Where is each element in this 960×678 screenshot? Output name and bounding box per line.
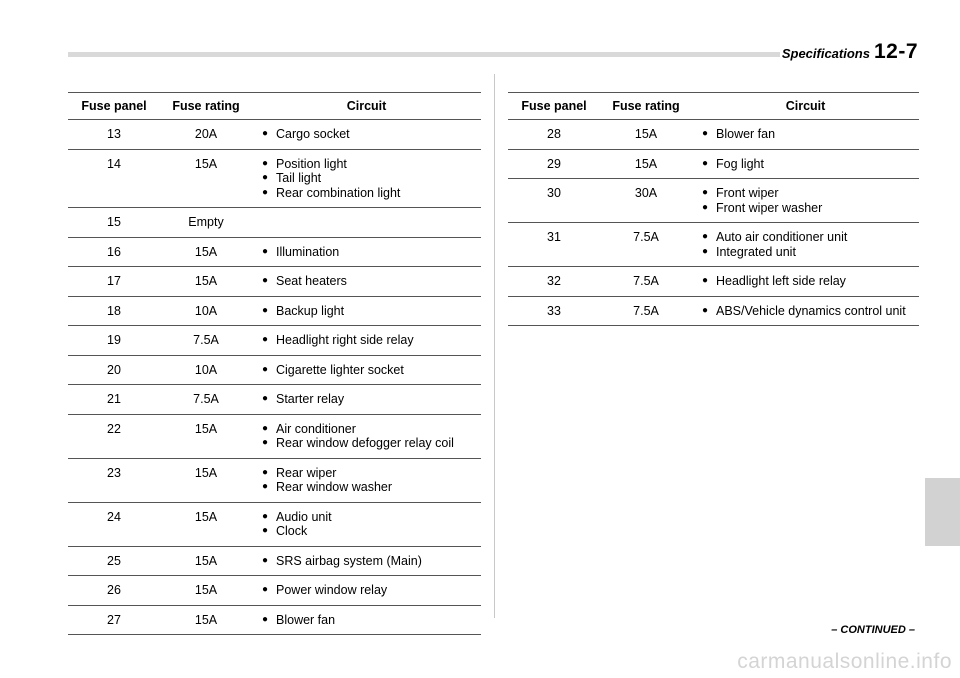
circuit-item: ● Position light — [262, 157, 481, 172]
fuse-circuits — [252, 355, 481, 385]
section-title: Specifications — [781, 46, 870, 61]
circuit-item: ● Rear window defogger relay coil — [262, 436, 481, 451]
fuse-circuits — [252, 458, 481, 502]
fuse-circuits — [252, 267, 481, 297]
fuse-circuits — [692, 179, 919, 223]
watermark: carmanualsonline.info — [737, 650, 952, 673]
fuse-circuits — [252, 605, 481, 635]
fuse-rating: 15A — [160, 576, 252, 606]
fuse-row — [508, 149, 919, 179]
circuit-list — [262, 422, 481, 451]
fuse-rating: 15A — [160, 267, 252, 297]
circuit-item: ● Cargo socket — [262, 127, 481, 142]
fuse-row — [68, 385, 481, 415]
circuit-item: ● Headlight left side relay — [702, 274, 919, 289]
fuse-circuits — [692, 267, 919, 297]
circuit-item: ● Fog light — [702, 157, 919, 172]
fuse-rating: 7.5A — [160, 326, 252, 356]
fuse-circuits — [252, 576, 481, 606]
fuse-circuits — [252, 546, 481, 576]
circuit-item: ● Headlight right side relay — [262, 333, 481, 348]
fuse-rating: 7.5A — [160, 385, 252, 415]
column-header-fuse-panel: Fuse panel — [68, 93, 160, 120]
fuse-rating: 20A — [160, 120, 252, 150]
column-header-circuit: Circuit — [252, 93, 481, 120]
fuse-rating: Empty — [160, 208, 252, 238]
fuse-row — [508, 179, 919, 223]
fuse-circuits — [252, 149, 481, 208]
circuit-item: ● Seat heaters — [262, 274, 481, 289]
fuse-rating: 15A — [160, 458, 252, 502]
fuse-row — [68, 414, 481, 458]
circuit-list — [262, 127, 481, 142]
fuse-row — [508, 223, 919, 267]
fuse-panel-number: 13 — [68, 120, 160, 150]
fuse-rating: 15A — [600, 120, 692, 150]
fuse-rating: 30A — [600, 179, 692, 223]
circuit-item: ● SRS airbag system (Main) — [262, 554, 481, 569]
circuit-list — [262, 333, 481, 348]
fuse-circuits — [252, 296, 481, 326]
chapter-tab — [925, 478, 960, 546]
fuse-row — [68, 296, 481, 326]
fuse-panel-number: 27 — [68, 605, 160, 635]
circuit-list — [702, 157, 919, 172]
fuse-row — [508, 296, 919, 326]
fuse-row — [68, 502, 481, 546]
circuit-item: ● Rear window washer — [262, 480, 481, 495]
circuit-list — [262, 157, 481, 201]
fuse-circuits — [252, 326, 481, 356]
fuse-circuits — [252, 414, 481, 458]
circuit-item: ● Air conditioner — [262, 422, 481, 437]
fuse-panel-number: 29 — [508, 149, 600, 179]
fuse-circuits — [252, 237, 481, 267]
fuse-panel-number: 17 — [68, 267, 160, 297]
fuse-rating: 7.5A — [600, 223, 692, 267]
circuit-item: ● Cigarette lighter socket — [262, 363, 481, 378]
fuse-circuits — [692, 120, 919, 150]
circuit-item: ● Tail light — [262, 171, 481, 186]
fuse-table-left-body — [68, 120, 481, 635]
fuse-panel-number: 22 — [68, 414, 160, 458]
fuse-circuits — [252, 120, 481, 150]
fuse-row — [68, 326, 481, 356]
fuse-circuits — [252, 385, 481, 415]
table-header-row — [68, 93, 481, 120]
fuse-row — [68, 149, 481, 208]
fuse-rating: 15A — [160, 237, 252, 267]
fuse-row — [68, 576, 481, 606]
fuse-rating: 15A — [600, 149, 692, 179]
circuit-item: ● Clock — [262, 524, 481, 539]
fuse-rating: 15A — [160, 414, 252, 458]
circuit-list — [262, 392, 481, 407]
circuit-list — [262, 510, 481, 539]
fuse-panel-number: 28 — [508, 120, 600, 150]
fuse-panel-number: 15 — [68, 208, 160, 238]
fuse-panel-number: 19 — [68, 326, 160, 356]
circuit-item: ● Illumination — [262, 245, 481, 260]
fuse-panel-number: 23 — [68, 458, 160, 502]
fuse-circuits — [692, 149, 919, 179]
fuse-rating: 10A — [160, 296, 252, 326]
fuse-panel-number: 16 — [68, 237, 160, 267]
circuit-item: ● Starter relay — [262, 392, 481, 407]
page-number: 12-7 — [873, 40, 918, 63]
fuse-row — [68, 208, 481, 238]
fuse-panel-number: 20 — [68, 355, 160, 385]
column-header-fuse-rating: Fuse rating — [160, 93, 252, 120]
circuit-item: ● Power window relay — [262, 583, 481, 598]
circuit-list — [262, 304, 481, 319]
fuse-rating: 7.5A — [600, 296, 692, 326]
fuse-panel-number: 33 — [508, 296, 600, 326]
table-header-row — [508, 93, 919, 120]
column-header-fuse-rating: Fuse rating — [600, 93, 692, 120]
circuit-item: ● ABS/Vehicle dynamics control unit — [702, 304, 919, 319]
circuit-item: ● Rear wiper — [262, 466, 481, 481]
circuit-list — [262, 554, 481, 569]
fuse-panel-number: 25 — [68, 546, 160, 576]
circuit-list — [262, 363, 481, 378]
fuse-circuits — [252, 502, 481, 546]
circuit-item: ● Auto air conditioner unit — [702, 230, 919, 245]
column-header-fuse-panel: Fuse panel — [508, 93, 600, 120]
fuse-panel-number: 21 — [68, 385, 160, 415]
fuse-row — [508, 267, 919, 297]
circuit-item: ● Audio unit — [262, 510, 481, 525]
circuit-list — [702, 274, 919, 289]
page-header — [782, 40, 918, 64]
circuit-list — [702, 186, 919, 215]
fuse-circuits — [252, 208, 481, 238]
fuse-row — [68, 267, 481, 297]
circuit-item: ● Blower fan — [262, 613, 481, 628]
fuse-rating: 15A — [160, 149, 252, 208]
header-rule — [68, 52, 780, 57]
fuse-row — [68, 458, 481, 502]
fuse-panel-number: 26 — [68, 576, 160, 606]
fuse-rating: 7.5A — [600, 267, 692, 297]
fuse-row — [508, 120, 919, 150]
circuit-list — [262, 274, 481, 289]
fuse-panel-number: 32 — [508, 267, 600, 297]
fuse-panel-number: 31 — [508, 223, 600, 267]
circuit-item: ● Integrated unit — [702, 245, 919, 260]
circuit-list — [702, 230, 919, 259]
fuse-row — [68, 546, 481, 576]
fuse-table-right — [508, 92, 919, 326]
fuse-row — [68, 355, 481, 385]
fuse-table-right-body — [508, 120, 919, 326]
fuse-panel-number: 30 — [508, 179, 600, 223]
fuse-rating: 15A — [160, 605, 252, 635]
circuit-item: ● Front wiper — [702, 186, 919, 201]
fuse-row — [68, 120, 481, 150]
continued-note: – CONTINUED – — [831, 624, 915, 636]
fuse-table-left — [68, 92, 481, 635]
fuse-rating: 10A — [160, 355, 252, 385]
column-divider — [494, 74, 495, 618]
fuse-circuits — [692, 296, 919, 326]
fuse-row — [68, 605, 481, 635]
fuse-circuits — [692, 223, 919, 267]
circuit-list — [262, 245, 481, 260]
circuit-list — [702, 304, 919, 319]
circuit-list — [262, 613, 481, 628]
column-header-circuit: Circuit — [692, 93, 919, 120]
fuse-rating: 15A — [160, 546, 252, 576]
circuit-list — [262, 466, 481, 495]
circuit-item: ● Blower fan — [702, 127, 919, 142]
circuit-list — [262, 583, 481, 598]
circuit-item: ● Backup light — [262, 304, 481, 319]
circuit-list — [702, 127, 919, 142]
fuse-panel-number: 24 — [68, 502, 160, 546]
fuse-panel-number: 18 — [68, 296, 160, 326]
fuse-row — [68, 237, 481, 267]
circuit-item: ● Front wiper washer — [702, 201, 919, 216]
circuit-item: ● Rear combination light — [262, 186, 481, 201]
fuse-panel-number: 14 — [68, 149, 160, 208]
fuse-rating: 15A — [160, 502, 252, 546]
